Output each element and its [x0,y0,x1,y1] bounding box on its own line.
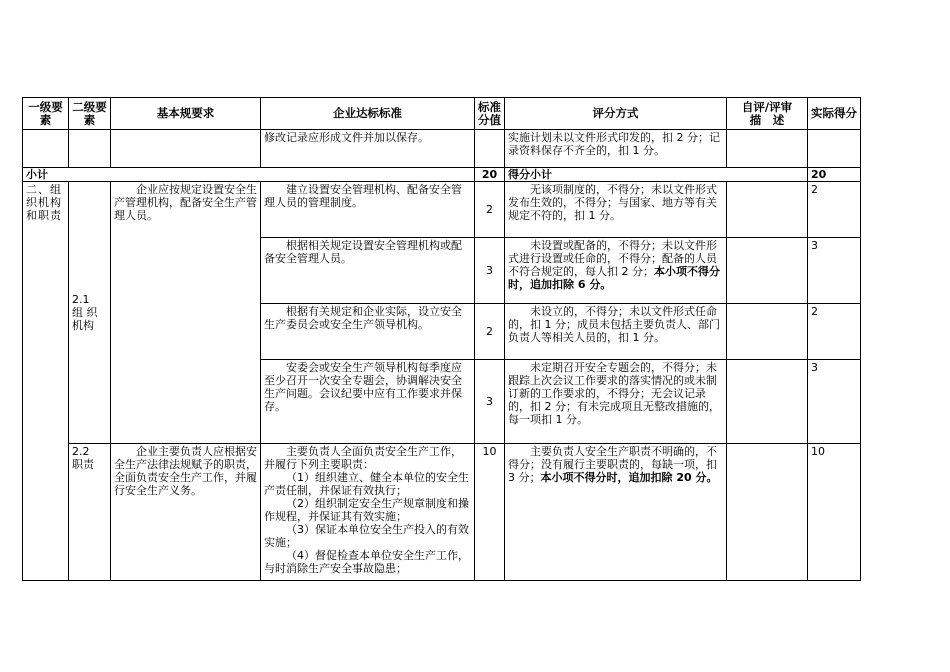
scoring-item [505,182,727,238]
header-standard: 企业达标标准 [261,98,475,130]
actual-score-item: 2 [808,182,861,238]
cell-empty [475,130,505,168]
score-duties: 10 [475,444,505,581]
header-row [23,98,861,130]
header-self-assessment: 自评/评审 描 述 [727,98,808,130]
subtotal-actual: 20 [808,168,861,182]
scoring-text: 未设置或配备的，不得分；未以文件形式进行设置或任命的，不得分；配备的人员不符合规定的，每人扣 2 分； [508,239,717,278]
requirement-organization: 企业应按规定设置安全生产管理机构，配备安全生产管理人员。 [111,182,261,444]
header-score: 标准分值 [475,98,505,130]
actual-score-item: 2 [808,304,861,360]
duty-line: （3）保证本单位安全生产投入的有效实施； [264,523,469,549]
standard-duties [261,444,475,581]
cell-empty [727,130,808,168]
self-assessment-cell [727,238,808,304]
actual-score-item: 3 [808,238,861,304]
requirement-duties: 企业主要负责人应根据安全生产法律法规赋予的职责，全面负责安全生产工作，并履行安全生产义务。 [111,444,261,581]
self-assessment-cell [727,182,808,238]
scoring-bold-text: 本小项不得分时，追加扣除 20 分。 [540,471,718,484]
standard-item: 安委会或安全生产领导机构每季度应至少召开一次安全专题会，协调解决安全生产问题。会议纪要中应有工作要求并保存。 [261,360,475,444]
carry-scoring: 实施计划未以文件形式印发的，扣 2 分；记录资料保存不齐全的，扣 1 分。 [505,130,727,168]
score-item: 3 [475,360,505,444]
table-row [23,444,861,581]
level2-organization: 2.1 组 织 机构 [69,182,111,444]
score-item: 2 [475,304,505,360]
score-item: 2 [475,182,505,238]
header-level2: 二级要素 [69,98,111,130]
cell-empty [69,130,111,168]
subtotal-label: 小计 [23,168,475,182]
actual-score-item: 3 [808,360,861,444]
scoring-item [505,238,727,304]
duty-line: 主要负责人全面负责安全生产工作，并履行下列主要职责： [264,445,462,471]
standard-item: 根据相关规定设置安全管理机构或配备安全管理人员。 [261,238,475,304]
carry-over-row [23,130,861,168]
level2-duties: 2.2 职责 [69,444,111,581]
self-assessment-cell [727,444,808,581]
header-scoring-method: 评分方式 [505,98,727,130]
header-actual-score: 实际得分 [808,98,861,130]
standard-item: 建立设置安全管理机构、配备安全管理人员的管理制度。 [261,182,475,238]
subtotal-score-label: 得分小计 [505,168,808,182]
self-assessment-cell [727,304,808,360]
level1-section-2: 二、组织机构和职责 [23,182,69,581]
subtotal-row [23,168,861,182]
scoring-text: 主要负责人安全生产职责不明确的，不得分；没有履行主要职责的，每缺一项，扣 3 分； [508,445,717,484]
scoring-duties [505,444,727,581]
carry-standard: 修改记录应形成文件并加以保存。 [261,130,475,168]
cell-empty [808,130,861,168]
assessment-table [22,97,861,581]
score-item: 3 [475,238,505,304]
scoring-text: 无该项制度的，不得分；未以文件形式发布生效的，不得分；与国家、地方等有关规定不符的，扣 1 分。 [508,183,717,222]
duty-line: （4）督促检查本单位安全生产工作，与时消除生产安全事故隐患； [264,549,469,575]
scoring-text: 未定期召开安全专题会的，不得分；未跟踪上次会议工作要求的落实情况的或未制订新的工作要求的，不得分；无会议记录的，扣 2 分；有未完成项且无整改措施的，每一项扣 1 分。 [508,361,720,426]
duty-line: （1）组织建立、健全本单位的安全生产责任制，并保证有效执行； [264,471,469,497]
header-requirement: 基本规要求 [111,98,261,130]
scoring-bold-text: 本小项不得分时，追加扣除 6 分。 [508,265,720,291]
self-assessment-cell [727,360,808,444]
duty-line: （2）组织制定安全生产规章制度和操作规程，并保证其有效实施； [264,497,469,523]
cell-empty [23,130,69,168]
scoring-item [505,304,727,360]
table-row [23,182,861,238]
subtotal-standard-score: 20 [475,168,505,182]
standard-item: 根据有关规定和企业实际，设立安全生产委员会或安全生产领导机构。 [261,304,475,360]
scoring-item [505,360,727,444]
cell-empty [111,130,261,168]
scoring-text: 未设立的，不得分；未以文件形式任命的，扣 1 分；成员未包括主要负责人、部门负责人等相关人员的，扣 1 分。 [508,305,720,344]
header-level1: 一级要素 [23,98,69,130]
actual-score-duties: 10 [808,444,861,581]
